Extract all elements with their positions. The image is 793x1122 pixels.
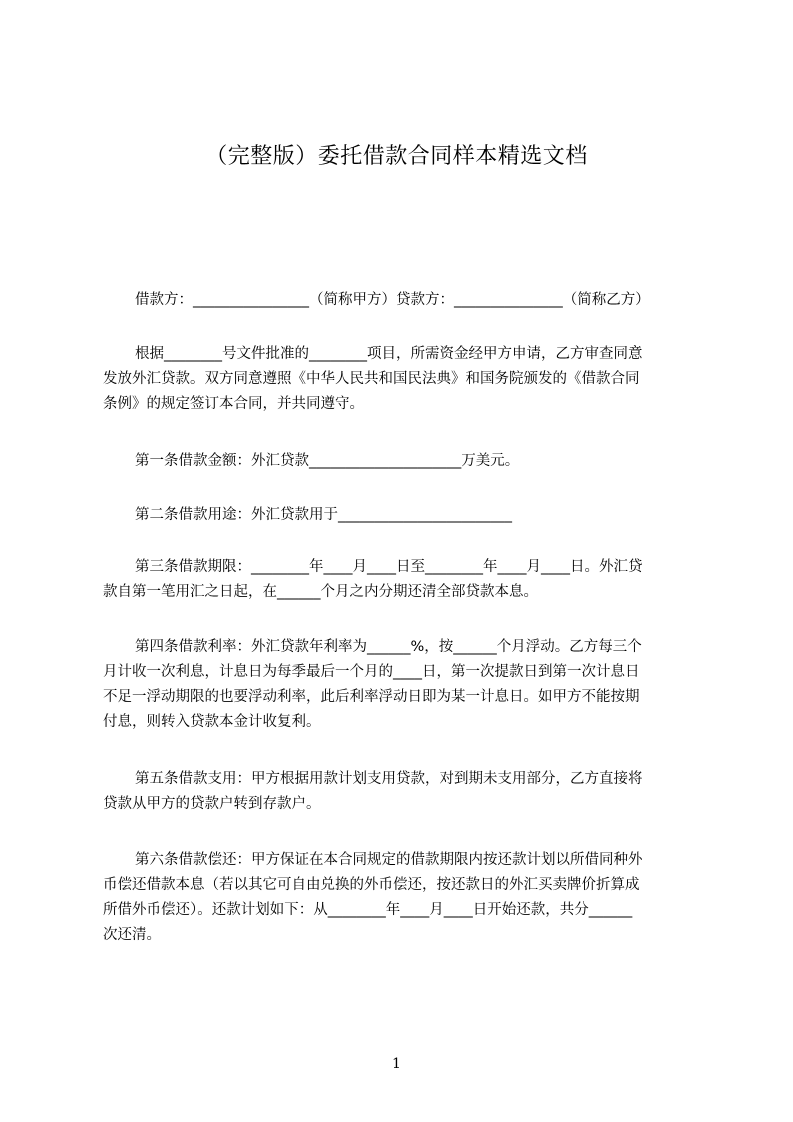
article-5-line-2: 贷款从甲方的贷款户转到存款户。: [103, 796, 321, 812]
article-6-line-2: 币偿还借款本息（若以其它可自由兑换的外币偿还，按还款日的外汇买卖牌价折算成: [103, 877, 640, 893]
article-4-paragraph: [103, 635, 698, 735]
article-5-line-1: 第五条借款支用：甲方根据用款计划支用贷款，对到期未支用部分，乙方直接将: [135, 771, 643, 787]
article-3-line-1: 第三条借款期限：________年____月____日至________年____月____日。外汇贷: [135, 559, 643, 575]
article-4-line-4: 付息，则转入贷款本金计收复利。: [103, 714, 321, 730]
parties-line: 借款方：________________（简称甲方）贷款方：_______________（简称乙方）: [135, 292, 650, 308]
preamble-line-2: 发放外汇贷款。双方同意遵照《中华人民共和国民法典》和国务院颁发的《借款合同: [103, 371, 640, 387]
preamble-paragraph: [103, 342, 698, 417]
article-3-line-2: 款自第一笔用汇之日起，在______个月之内分期还清全部贷款本息。: [103, 584, 538, 600]
article-2-paragraph: [103, 503, 698, 528]
preamble-line-1: 根据________号文件批准的________项目，所需资金经甲方申请，乙方审查同意: [135, 346, 643, 362]
document-title: （完整版）委托借款合同样本精选文档: [205, 144, 588, 169]
article-6-line-3: 所借外币偿还）。还款计划如下：从________年____月____日开始还款，共分______: [103, 902, 633, 918]
article-4-line-1: 第四条借款利率：外汇贷款年利率为______%，按______个月浮动。乙方每三个: [135, 639, 642, 655]
article-2-line: 第二条借款用途：外汇贷款用于________________________: [135, 507, 512, 523]
article-6-paragraph: [103, 848, 698, 948]
article-4-line-2: 月计收一次利息，计息日为每季最后一个月的____日，第一次提款日到第一次计息日: [103, 664, 640, 680]
preamble-line-3: 条例》的规定签订本合同，并共同遵守。: [103, 396, 364, 412]
article-1-line: 第一条借款金额：外汇贷款_____________________万美元。: [135, 453, 520, 469]
article-4-line-3: 不足一浮动期限的也要浮动利率，此后利率浮动日即为某一计息日。如甲方不能按期: [103, 689, 640, 705]
article-6-line-1: 第六条借款偿还：甲方保证在本合同规定的借款期限内按还款计划以所借同种外: [135, 852, 643, 868]
article-5-paragraph: [103, 767, 698, 817]
parties-paragraph: [103, 288, 698, 313]
article-3-paragraph: [103, 555, 698, 605]
article-1-paragraph: [103, 449, 698, 474]
page-number: 1: [392, 1056, 401, 1072]
article-6-line-4: 次还清。: [103, 927, 161, 943]
